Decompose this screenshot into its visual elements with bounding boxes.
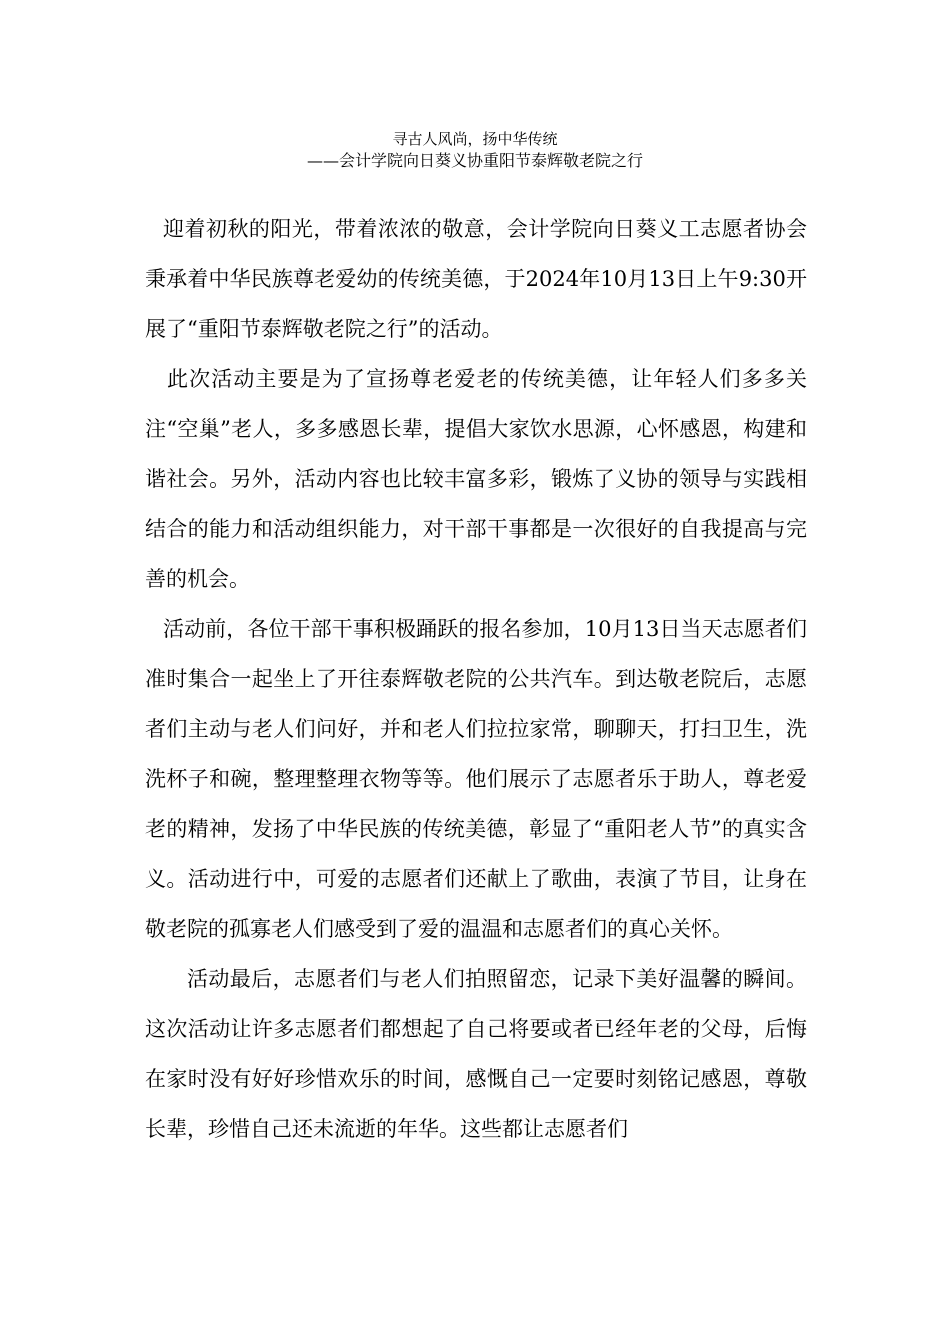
paragraph-2: 此次活动主要是为了宣扬尊老爱老的传统美德，让年轻人们多多关注“空巢”老人，多多感恩长辈，提倡大家饮水思源，心怀感恩，构建和谐社会。另外，活动内容也比较丰富多彩，锻炼了义协的领导与实践相结合的能力和活动组织能力，对干部干事都是一次很好的自我提高与完善的机会。 [145,367,807,591]
paragraph-3: 活动前，各位干部干事积极踊跃的报名参加，10月13日当天志愿者们准时集合一起坐上了开往泰辉敬老院的公共汽车。到达敬老院后，志愿者们主动与老人们问好，并和老人们拉拉家常，聊聊天，打扫卫生，洗洗杯子和碗，整理整理衣物等等。他们展示了志愿者乐于助人，尊老爱老的精神，发扬了中华民族的传统美德，彰显了“重阳老人节”的真实含义。活动进行中，可爱的志愿者们还献上了歌曲，表演了节目，让身在敬老院的孤寡老人们感受到了爱的温温和志愿者们的真心关怀。 [145,617,807,941]
paragraph-1: 迎着初秋的阳光，带着浓浓的敬意，会计学院向日葵义工志愿者协会秉承着中华民族尊老爱幼的传统美德，于2024年10月13日上午9:30开展了“重阳节泰辉敬老院之行”的活动。 [145,217,807,341]
document-body [145,204,807,1154]
paragraph-4: 活动最后，志愿者们与老人们拍照留恋，记录下美好温馨的瞬间。这次活动让许多志愿者们都想起了自己将要或者已经年老的父母，后悔在家时没有好好珍惜欢乐的时间，感慨自己一定要时刻铭记感恩，尊敬长辈，珍惜自己还未流逝的年华。这些都让志愿者们 [145,967,807,1141]
document-title: 寻古人风尚，扬中华传统 [392,130,558,148]
document-subtitle: ——会计学院向日葵义协重阳节泰辉敬老院之行 [306,151,643,170]
title-block [0,128,950,172]
